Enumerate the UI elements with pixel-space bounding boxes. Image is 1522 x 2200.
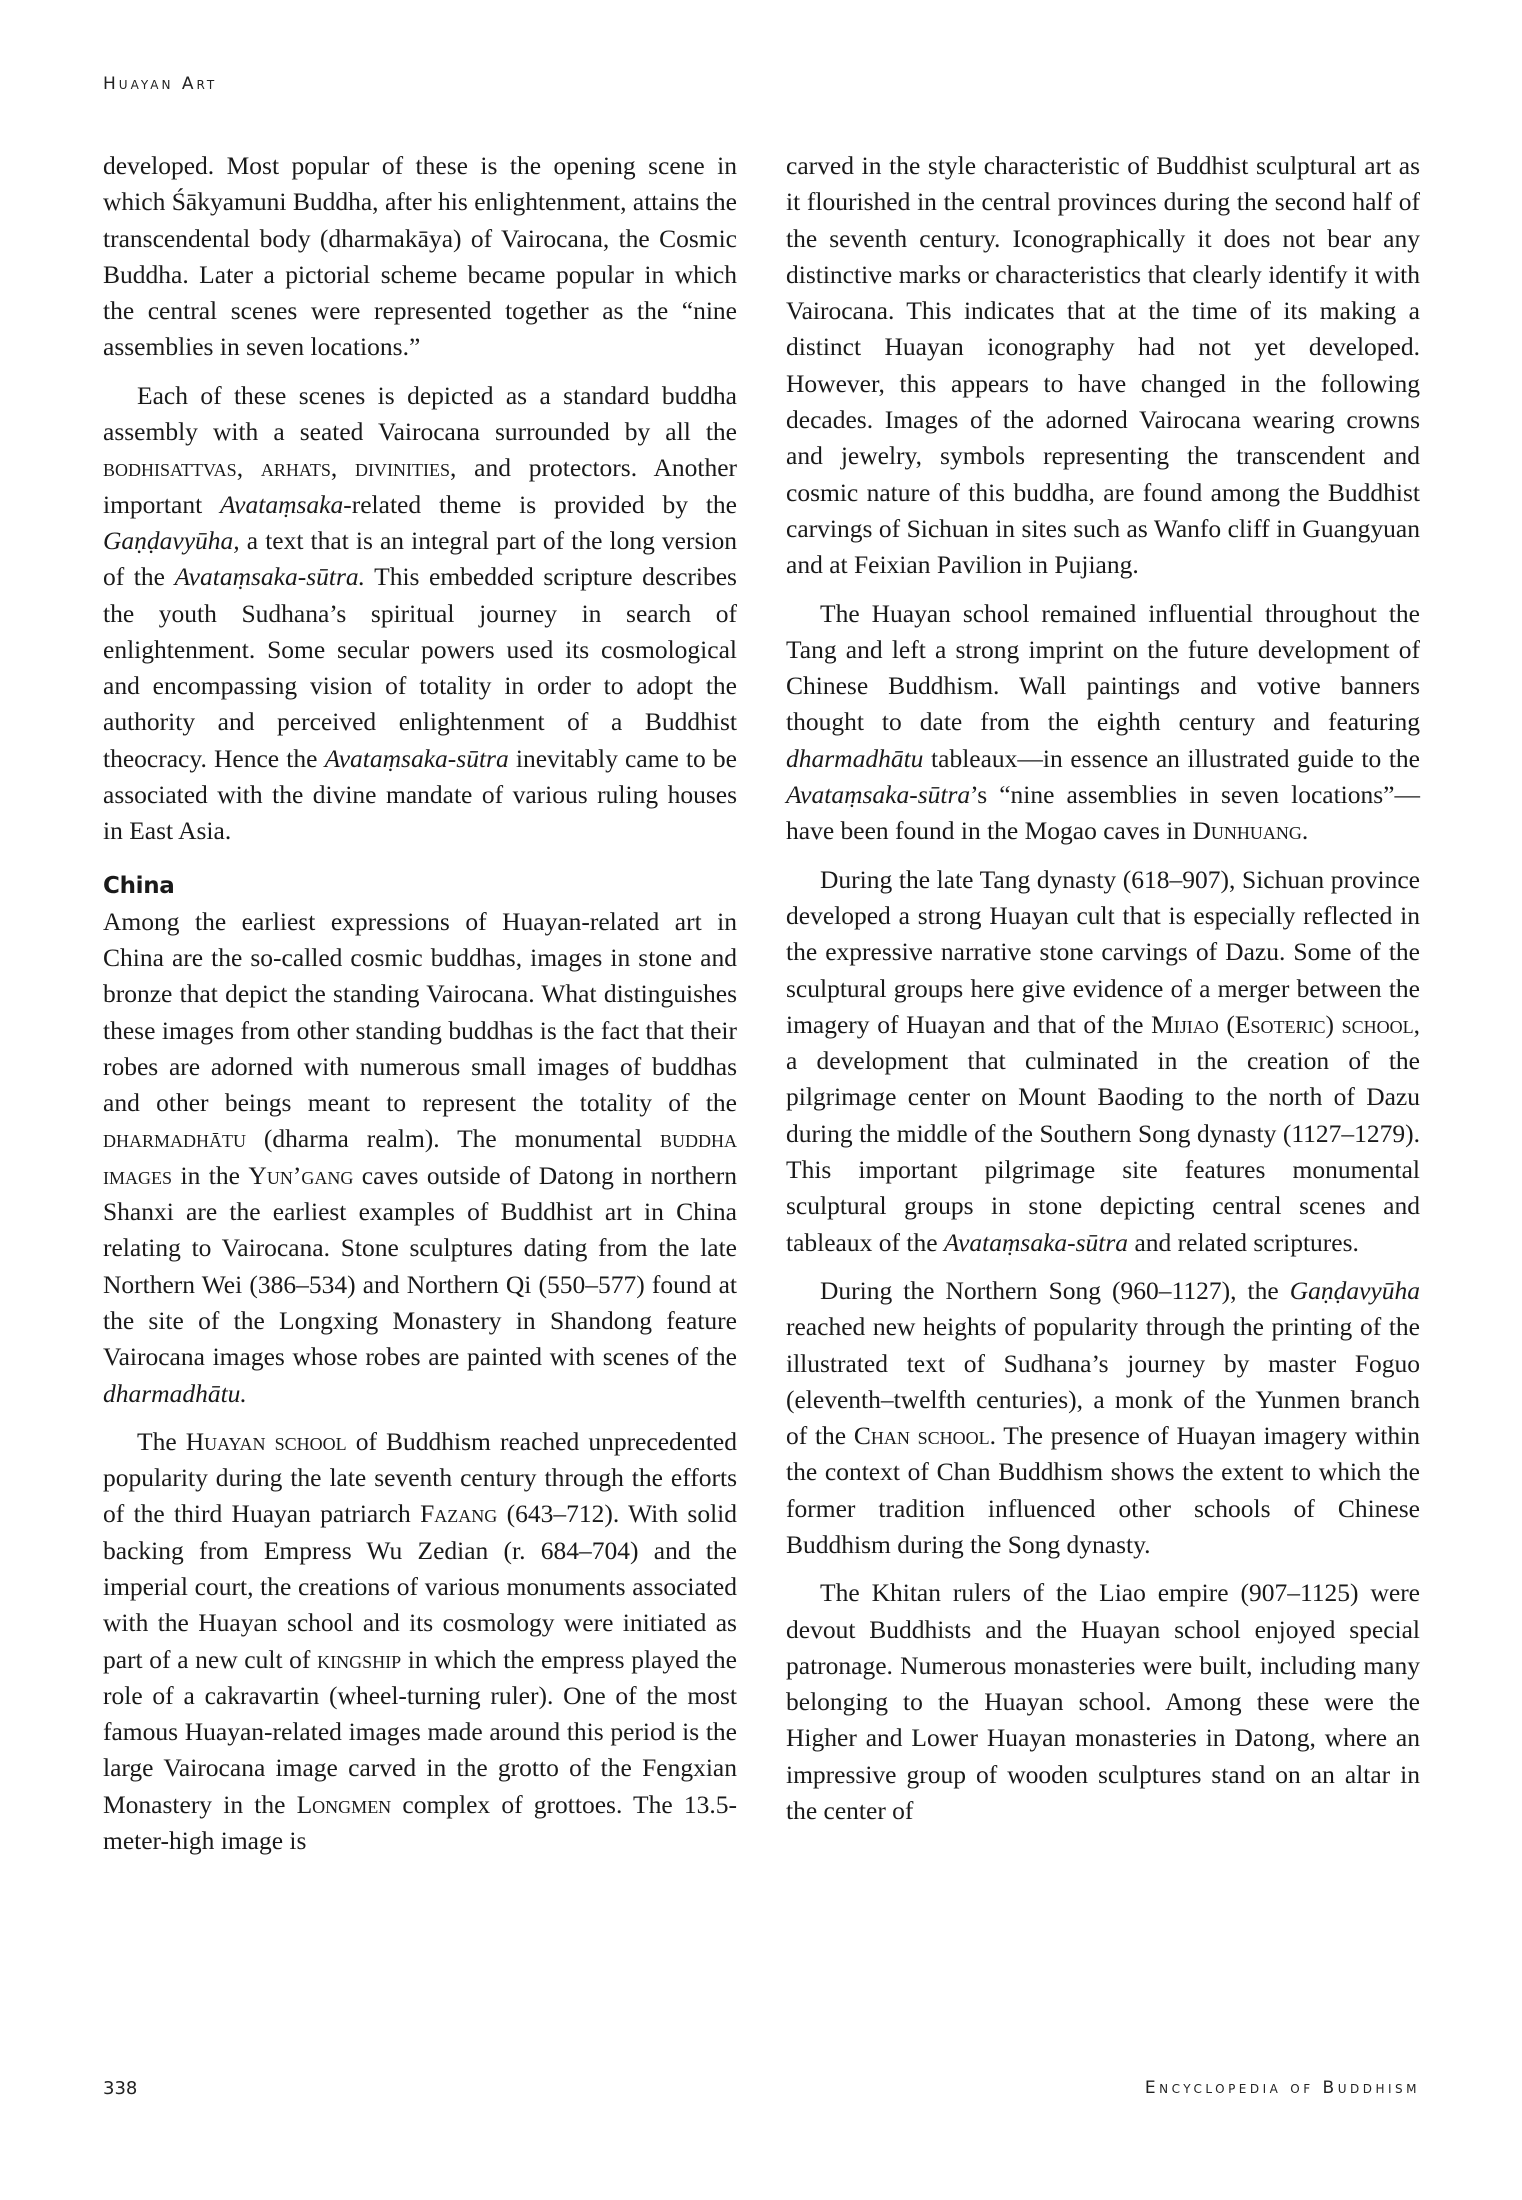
cross-reference: arhats (260, 453, 331, 483)
cross-reference: kingship (317, 1644, 402, 1674)
section-heading-china: China (103, 872, 175, 899)
text-run: of Buddhism reached unprecedented popularity during the late seventh century through the efforts of the third Huayan patriarch (103, 1426, 737, 1529)
italic-term: Gaṇḍavyūha (1289, 1275, 1420, 1305)
right-column (786, 148, 1420, 1841)
cross-reference: Yun’gang (248, 1160, 354, 1190)
text-run: in which the empress played the role of a cakravartin (wheel-turning ruler). One of the most famous Huayan-related images made around this period is the large Vairocana image carved in the grotto of the Fengxian Monastery in the (103, 1644, 737, 1819)
text-run: tableaux—in essence an illustrated guide to the (923, 743, 1420, 773)
text-run: ’s “nine assemblies in seven locations”—have been found in the Mogao caves in (786, 780, 1420, 846)
text-run: carved in the style characteristic of Buddhist sculptural art as it flourished in the central provinces during the second half of the seventh century. Iconographically it does not bear any distinctive marks or characteristics that clearly identify it with Vairocana. This indicates that at the time of its making a distinct Huayan iconography had not yet developed. However, this appears to have changed in the following decades. Images of the adorned Vairocana wearing crowns and jewelry, symbols representing the transcendent and cosmic nature of this buddha, are found among the Buddhist carvings of Sichuan in sites such as Wanfo cliff in Guangyuan and at Feixian Pavilion in Pujiang. (786, 151, 1420, 580)
italic-term: Avataṃsaka (220, 489, 344, 519)
text-run: , (236, 453, 261, 483)
text-run: inevitably came to be associated with the divine mandate of various ruling houses in East Asia. (103, 743, 738, 846)
cross-reference: Fazang (420, 1499, 498, 1529)
italic-term: Avataṃsaka-sūtra (786, 780, 971, 810)
text-run: in the (172, 1160, 249, 1190)
cross-reference: Longmen (296, 1789, 392, 1819)
cross-reference: Mijiao (Esoteric) school (1151, 1009, 1414, 1039)
text-run: -related theme is provided by the (343, 489, 738, 519)
running-head: Huayan Art (103, 74, 218, 94)
text-run: (dharma realm). The monumental (246, 1124, 660, 1154)
paragraph (103, 378, 737, 850)
italic-term: dharmadhātu. (103, 1378, 247, 1408)
text-run: complex of grottoes. The 13.5-meter-high image is (103, 1789, 737, 1856)
text-run: Each of these scenes is depicted as a standard buddha assembly with a seated Vairocana surrounded by all the (103, 380, 737, 447)
cross-reference: Dunhuang (1192, 816, 1302, 846)
text-run: developed. Most popular of these is the opening scene in which Śākyamuni Buddha, after his enlightenment, attains the transcendental body (dharmakāya) of Vairocana, the Cosmic Buddha. Later a pictorial scheme became popular in which the central scenes were represented together as the “nine assemblies in seven locations.” (103, 151, 737, 362)
text-run: The Huayan school remained influential throughout the Tang and left a strong imprint on the future development of Chinese Buddhism. Wall paintings and votive banners thought to date from the eighth century and featuring (786, 598, 1420, 737)
cross-reference: dharmadhātu (103, 1124, 246, 1154)
text-run: . The presence of Huayan imagery within the context of Chan Buddhism shows the extent to which the former tradition influenced other schools of Chinese Buddhism during the Song dynasty. (786, 1421, 1420, 1559)
cross-reference: Huayan school (185, 1426, 347, 1456)
text-run: , (330, 453, 356, 483)
cross-reference: buddha images (103, 1124, 737, 1190)
italic-term: dharmadhātu (786, 743, 924, 773)
cross-reference: Chan school (853, 1421, 990, 1451)
text-run: , and protectors. Another important (103, 453, 738, 519)
text-run: . (1301, 816, 1309, 846)
left-column (103, 148, 737, 1871)
text-run: During the Northern Song (960–1127), the (820, 1275, 1290, 1305)
paragraph (103, 148, 737, 366)
text-run: (643–712). With solid backing from Empress Wu Zedian (r. 684–704) and the imperial court, the creations of various monuments associated with the Huayan school and its cosmology were initiated as part of a new cult of (103, 1499, 737, 1674)
text-run: The (137, 1426, 186, 1456)
italic-term: Avataṃsaka-sūtra (324, 743, 509, 773)
text-run: , a development that culminated in the creation of the pilgrimage center on Mount Baoding to the north of Dazu during the middle of the Southern Song dynasty (1127–1279). This important pilgrimage site features monumental sculptural groups in stone depicting central scenes and tableaux of the (786, 1009, 1420, 1257)
cross-reference: bodhisattvas (103, 453, 237, 483)
book-title: Encyclopedia of Buddhism (1144, 2078, 1420, 2098)
page-number: 338 (103, 2078, 138, 2099)
text-run: reached new heights of popularity through the printing of the illustrated text of Sudhana’s journey by master Foguo (eleventh–twelfth centuries), a monk of the Yunmen branch of the (786, 1312, 1420, 1451)
paragraph (786, 1273, 1420, 1563)
italic-term: Avataṃsaka-sūtra. (174, 562, 366, 592)
cross-reference: divinities (355, 453, 451, 483)
italic-term: Gaṇḍavyūha, (103, 525, 240, 555)
paragraph (103, 1424, 737, 1860)
italic-term: Avataṃsaka-sūtra (943, 1227, 1129, 1257)
paragraph (786, 862, 1420, 1261)
text-run: During the late Tang dynasty (618–907), Sichuan province developed a strong Huayan cult that is especially reflected in the expressive narrative stone carvings of Dazu. Some of the sculptural groups here give evidence of a merger between the imagery of Huayan and that of the (786, 864, 1420, 1039)
text-run: and related scriptures. (1128, 1227, 1359, 1257)
paragraph (786, 596, 1420, 850)
paragraph (786, 148, 1420, 584)
paragraph (786, 1575, 1420, 1829)
paragraph (103, 904, 737, 1412)
text-run: The Khitan rulers of the Liao empire (907–1125) were devout Buddhists and the Huayan school enjoyed special patronage. Numerous monasteries were built, including many belonging to the Huayan school. Among these were the Higher and Lower Huayan monasteries in Datong, where an impressive group of wooden sculptures stand on an altar in the center of (786, 1578, 1420, 1826)
text-run: a text that is an integral part of the long version of the (103, 525, 737, 592)
text-run: This embedded scripture describes the youth Sudhana’s spiritual journey in search of enlightenment. Some secular powers used its cosmological and encompassing vision of totality in order to adopt the authority and perceived enlightenment of a Buddhist theocracy. Hence the (103, 562, 737, 773)
text-run: caves outside of Datong in northern Shanxi are the earliest examples of Buddhist art in China relating to Vairocana. Stone sculptures dating from the late Northern Wei (386–534) and Northern Qi (550–577) found at the site of the Longxing Monastery in Shandong feature Vairocana images whose robes are painted with scenes of the (103, 1160, 737, 1372)
text-run: Among the earliest expressions of Huayan-related art in China are the so-called cosmic buddhas, images in stone and bronze that depict the standing Vairocana. What distinguishes these images from other standing buddhas is the fact that their robes are adorned with numerous small images of buddhas and other beings meant to represent the totality of the (103, 906, 737, 1118)
